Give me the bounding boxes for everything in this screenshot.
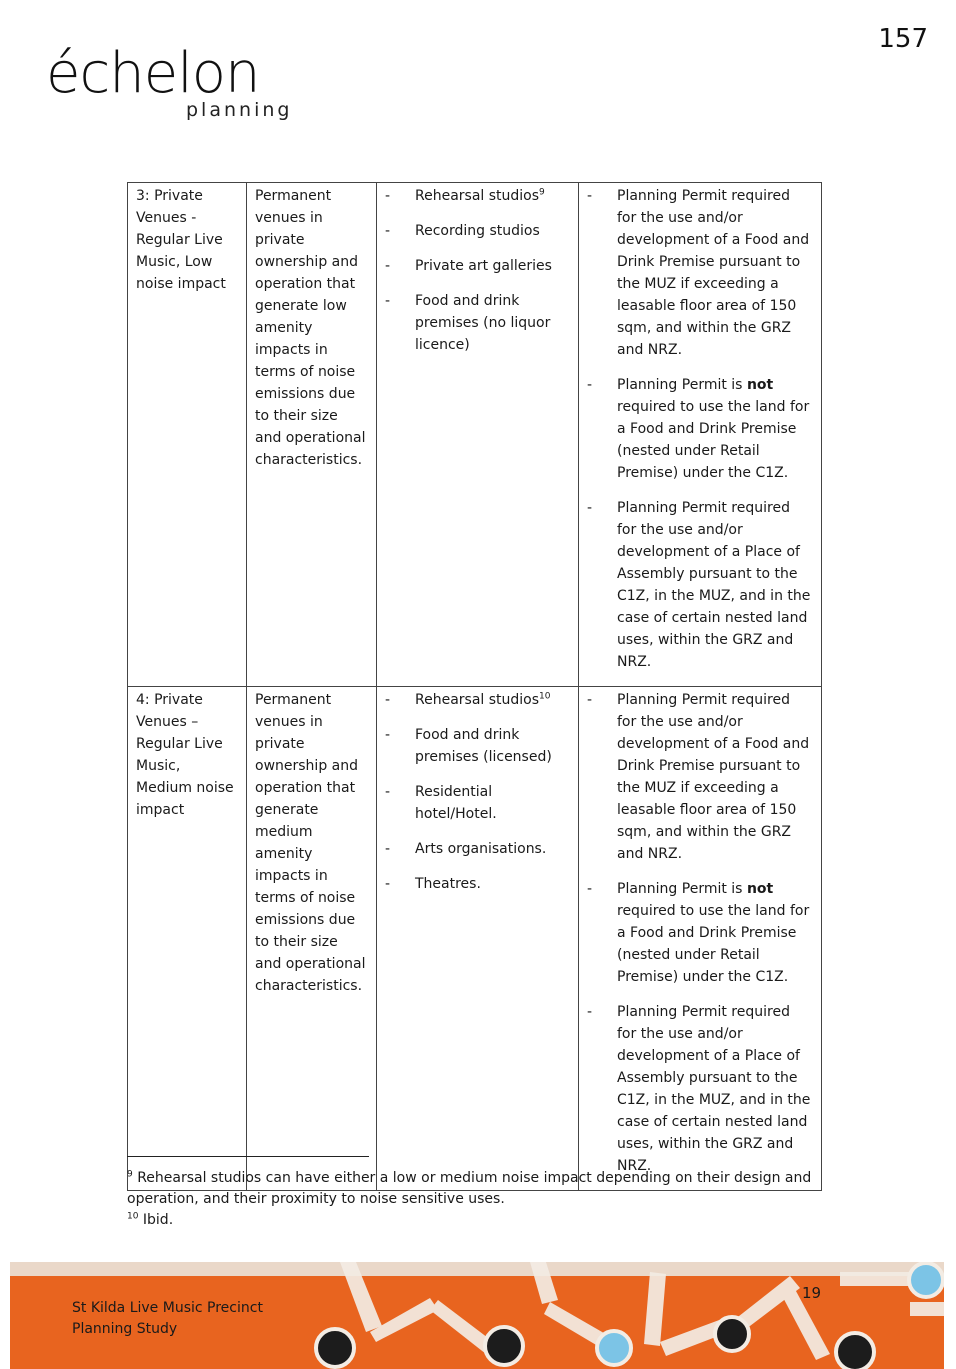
footnote-reference: 9 [539,187,545,198]
use-list-item: - Residential hotel/Hotel. [385,781,570,825]
footnote-separator [127,1156,369,1157]
venue-category-cell: 3: Private Venues - Regular Live Music, Low noise impact [128,183,247,687]
use-list-item: - Recording studios [385,220,570,242]
use-list-item: - Theatres. [385,873,570,895]
footnote: $^{10}$ Ibid. [127,1211,174,1228]
venue-category-cell: 4: Private Venues – Regular Live Music, Medium noise impact [128,687,247,1191]
use-list-item: - Food and drink premises (licensed) [385,724,570,768]
table-row [128,687,822,1191]
venue-uses-cell [377,183,579,687]
footnote-reference: 10 [539,691,551,702]
permit-list-item: - Planning Permit required for the use and/or development of a Place of Assembly pursuant to the C1Z, in the MUZ, and in the case of certain nested land uses, within the GRZ and NRZ. [587,1001,813,1177]
use-list-item: - Rehearsal studios$^{10}$ [385,689,570,711]
permit-list-item: - Planning Permit is not required to use the land for a Food and Drink Premise (nested under Retail Premise) under the C1Z. [587,878,813,988]
footnote: $^9$ Rehearsal studios can have either a low or medium noise impact depending on their design and operation, and their proximity to noise sensitive uses. [127,1169,812,1207]
permit-list-item: - Planning Permit required for the use and/or development of a Place of Assembly pursuant to the C1Z, in the MUZ, and in the case of certain nested land uses, within the GRZ and NRZ. [587,497,813,673]
footnotes [127,1168,817,1231]
venue-uses-cell [377,687,579,1191]
page-number: 157 [878,24,928,54]
echelon-logo [46,42,296,122]
venue-category-table [127,182,822,1191]
logo-subtitle: planning [186,99,293,121]
planning-permit-cell [579,687,822,1191]
use-list-item: - Arts organisations. [385,838,570,860]
venue-description-cell: Permanent venues in private ownership and operation that generate low amenity impacts in terms of noise emissions due to their size and operational characteristics. [247,183,377,687]
permit-list-item: - Planning Permit required for the use and/or development of a Food and Drink Premise pursuant to the MUZ if exceeding a leasable floor area of 150 sqm, and within the GRZ and NRZ. [587,689,813,865]
use-list-item: - Rehearsal studios$^9$ [385,185,570,207]
permit-list-item: - Planning Permit required for the use and/or development of a Food and Drink Premise pursuant to the MUZ if exceeding a leasable floor area of 150 sqm, and within the GRZ and NRZ. [587,185,813,361]
use-list-item: - Food and drink premises (no liquor licence) [385,290,570,356]
permit-list-item: - Planning Permit is not required to use the land for a Food and Drink Premise (nested under Retail Premise) under the C1Z. [587,374,813,484]
footer-title-line-2: Planning Study [72,1321,178,1337]
use-list-item: - Private art galleries [385,255,570,277]
footer-title-line-1: St Kilda Live Music Precinct [72,1300,263,1316]
footer-page-number: 19 [802,1284,822,1302]
logo-word: échelon [46,41,260,106]
venue-description-cell: Permanent venues in private ownership and operation that generate medium amenity impacts in terms of noise emissions due to their size and operational characteristics. [247,687,377,1191]
table-row [128,183,822,687]
footer-document-title [72,1298,263,1340]
planning-permit-cell [579,183,822,687]
